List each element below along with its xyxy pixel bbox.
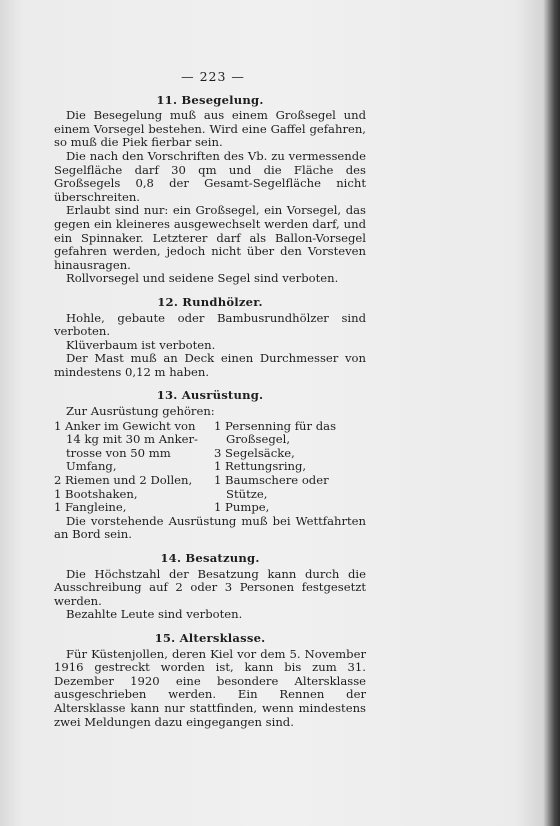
equipment-left-item: 1 Bootshaken, — [54, 486, 138, 501]
equipment-left-item: 1 Fangleine, — [54, 500, 127, 515]
section-heading-ausruestung: 13. Ausrüstung. — [156, 388, 264, 403]
paragraph: Für Küstenjollen, deren Kiel vor dem 5. November 1916 gestreckt worden ist, kann bis zum 31. Dezember 1920 eine besondere Altersklasse ausgeschrieben werden. Ein Rennen der Altersklasse kann nur stattfinden, wenn mindestens zwei Meldungen dazu eingegangen sind. — [54, 646, 366, 729]
equipment-right-item: Stütze, — [226, 486, 268, 501]
equipment-left-item: Umfang, — [66, 459, 117, 474]
equipment-right-item: Großsegel, — [226, 432, 291, 447]
equipment-left-item: 14 kg mit 30 m Anker- — [66, 432, 198, 447]
equipment-right-item: 3 Segelsäcke, — [214, 445, 295, 460]
section-heading-besegelung: 11. Besegelung. — [156, 92, 264, 107]
equipment-list — [54, 420, 366, 515]
paragraph: Die Besegelung muß aus einem Großsegel und einem Vorsegel bestehen. Wird eine Gaffel gefahren, so muß die Piek fierbar sein. — [54, 108, 366, 150]
paragraph: Klüverbaum ist verboten. — [66, 337, 216, 352]
page-number: — 223 — — [181, 69, 245, 84]
section-heading-rundhoelzer: 12. Rundhölzer. — [157, 294, 263, 309]
equipment-right-item: 1 Baumschere oder — [214, 473, 329, 488]
paragraph: Hohle, gebaute oder Bambusrundhölzer sind verboten. — [54, 310, 366, 339]
equipment-right-item: 1 Rettungsring, — [214, 459, 307, 474]
equipment-intro: Zur Ausrüstung gehören: — [66, 404, 215, 419]
paragraph: Bezahlte Leute sind verboten. — [66, 607, 243, 622]
equipment-right-item: 1 Pumpe, — [214, 500, 270, 515]
paragraph: Rollvorsegel und seidene Segel sind verboten. — [66, 271, 339, 286]
paragraph: Die Höchstzahl der Besatzung kann durch die Ausschreibung auf 2 oder 3 Personen festgesetzt werden. — [54, 566, 366, 608]
section-heading-altersklasse: 15. Altersklasse. — [154, 630, 266, 645]
equipment-left-item: trosse von 50 mm — [66, 445, 171, 460]
equipment-right-item: 1 Persenning für das — [214, 418, 337, 433]
equipment-left-item: 1 Anker im Gewicht von — [54, 418, 196, 433]
section-heading-besatzung: 14. Besatzung. — [160, 551, 260, 565]
paragraph: Die nach den Vorschriften des Vb. zu vermessende Segelfläche darf 30 qm und die Fläche des Großsegels 0,8 der Gesamt-Segelfläche nicht überschreiten. — [54, 148, 366, 204]
paragraph: Erlaubt sind nur: ein Großsegel, ein Vorsegel, das gegen ein kleineres ausgewechselt werden darf, und ein Spinnaker. Letzterer darf als Ballon-Vorsegel gefahren werden, jedoch nicht über den Vorsteven hinausragen. — [54, 203, 366, 272]
paragraph: Die vorstehende Ausrüstung muß bei Wettfahrten an Bord sein. — [54, 513, 366, 542]
equipment-left-item: 2 Riemen und 2 Dollen, — [54, 473, 193, 488]
page-text — [54, 70, 366, 729]
paragraph: Der Mast muß an Deck einen Durchmesser von mindestens 0,12 m haben. — [54, 351, 366, 379]
